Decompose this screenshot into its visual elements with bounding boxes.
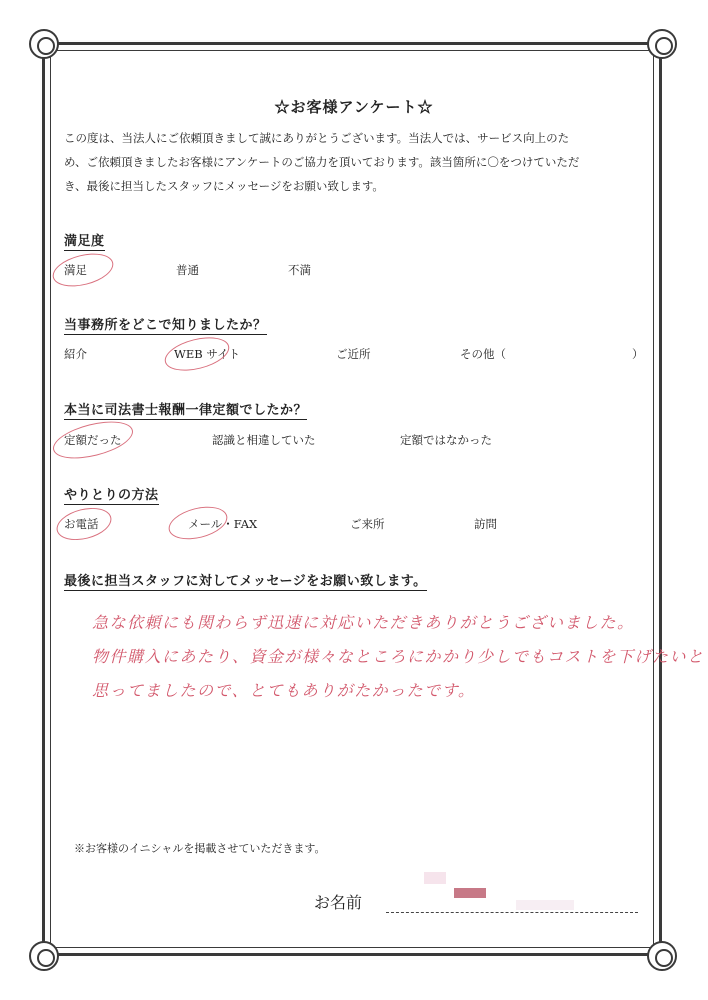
message-line: 思ってましたので、とてもありがたかったです。 <box>92 681 476 700</box>
contact-heading: やりとりの方法 <box>64 484 159 505</box>
option-different[interactable]: 認識と相違していた <box>212 433 316 447</box>
corner-ornament-icon <box>29 29 59 59</box>
redaction-mark <box>424 872 446 884</box>
handwritten-message <box>92 606 705 708</box>
corner-ornament-icon <box>647 941 677 971</box>
option-dissatisfied[interactable]: 不満 <box>288 263 311 277</box>
option-other[interactable]: その他（ <box>460 347 506 361</box>
name-label: お名前 <box>314 893 363 912</box>
option-home-visit[interactable]: 訪問 <box>474 517 497 531</box>
option-phone[interactable]: お電話 <box>64 517 99 531</box>
option-other-close: ） <box>632 347 644 361</box>
option-visit-office[interactable]: ご来所 <box>350 517 385 531</box>
corner-ornament-icon <box>29 941 59 971</box>
initials-note: ※お客様のイニシャルを掲載させていただきます。 <box>74 842 326 855</box>
fee-heading: 本当に司法書士報酬一律定額でしたか？ <box>64 399 307 420</box>
message-heading: 最後に担当スタッフに対してメッセージをお願い致します。 <box>64 570 427 591</box>
option-referral[interactable]: 紹介 <box>64 347 87 361</box>
name-field-line <box>386 912 638 913</box>
option-average[interactable]: 普通 <box>176 263 199 277</box>
option-website[interactable]: WEB サイト <box>174 347 241 361</box>
option-mail-fax[interactable]: メール・FAX <box>188 517 258 531</box>
survey-intro <box>64 126 646 198</box>
option-satisfied[interactable]: 満足 <box>64 263 87 277</box>
option-not-fixed[interactable]: 定額ではなかった <box>400 433 492 447</box>
corner-ornament-icon <box>647 29 677 59</box>
discovery-heading: 当事務所をどこで知りましたか？ <box>64 314 267 335</box>
intro-line: この度は、当法人にご依頼頂きまして誠にありがとうございます。当法人では、サービス向上のた <box>64 131 570 145</box>
redaction-mark <box>516 900 574 910</box>
message-line: 物件購入にあたり、資金が様々なところにかかり少しでもコストを下げたいと <box>92 647 705 666</box>
satisfaction-heading: 満足度 <box>64 230 105 251</box>
intro-line: き、最後に担当したスタッフにメッセージをお願い致します。 <box>64 179 384 193</box>
option-neighborhood[interactable]: ご近所 <box>336 347 371 361</box>
intro-line: め、ご依頼頂きましたお客様にアンケートのご協力を頂いております。該当箇所に〇をつけていただ <box>64 155 580 169</box>
redaction-mark <box>454 888 486 898</box>
option-fixed-fee[interactable]: 定額だった <box>64 433 122 447</box>
message-line: 急な依頼にも関わらず迅速に対応いただきありがとうございました。 <box>92 613 635 632</box>
survey-title: ☆お客様アンケート☆ <box>274 98 434 116</box>
